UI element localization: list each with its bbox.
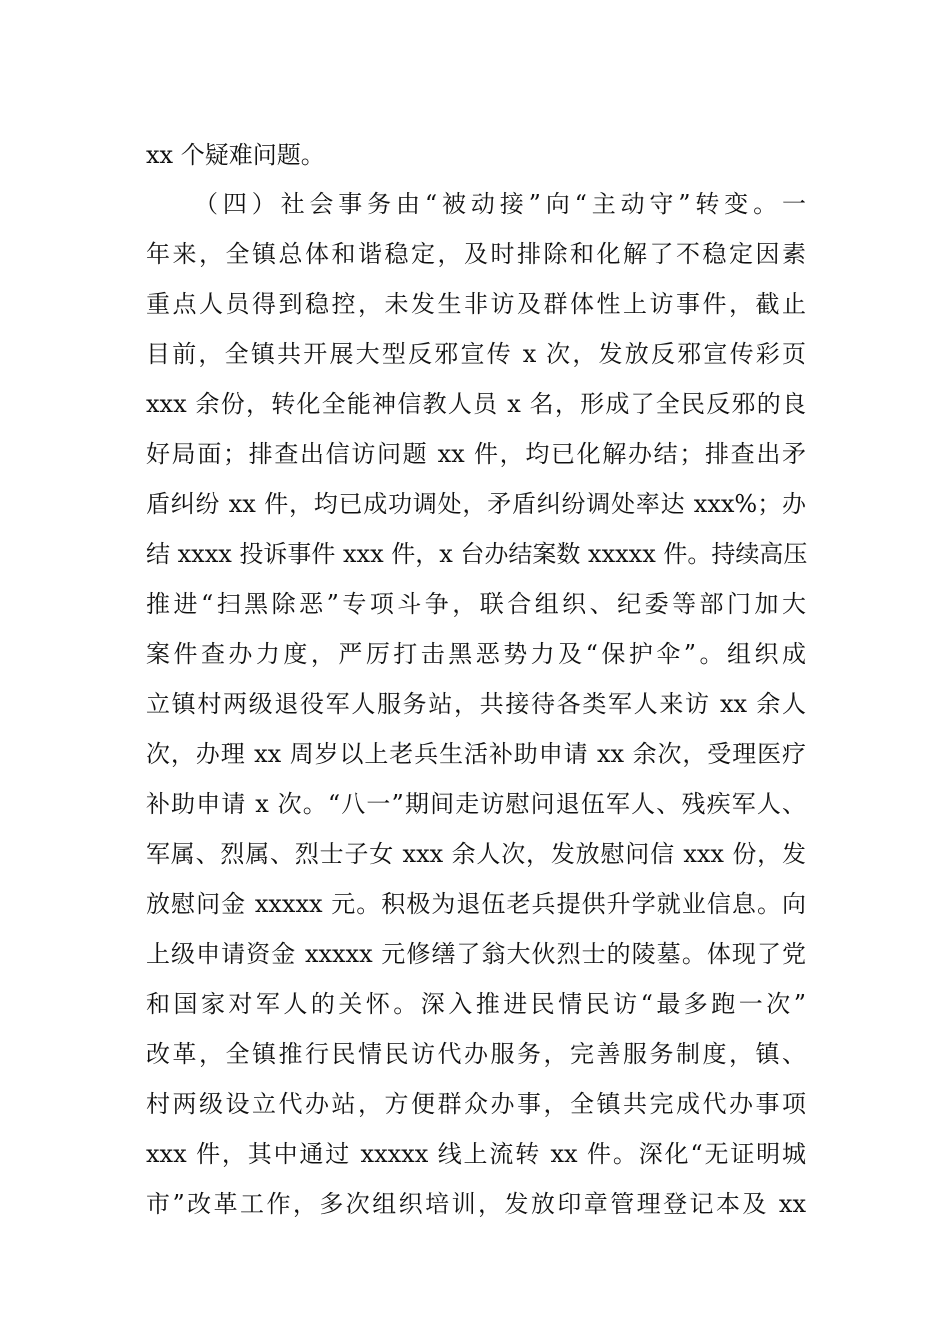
- text-line-13: 次，办理 xx 周岁以上老兵生活补助申请 xx 余次，受理医疗: [146, 740, 806, 768]
- text-line-7: 好局面；排查出信访问题 xx 件，均已化解办结；排查出矛: [146, 440, 806, 468]
- text-line-5: 目前，全镇共开展大型反邪宣传 x 次，发放反邪宣传彩页: [146, 340, 806, 368]
- text-line-17: 上级申请资金 xxxxx 元修缮了翁大伙烈士的陵墓。体现了党: [146, 940, 806, 968]
- text-line-12: 立镇村两级退役军人服务站，共接待各类军人来访 xx 余人: [146, 690, 806, 718]
- text-line-20: 村两级设立代办站，方便群众办事，全镇共完成代办事项: [146, 1090, 806, 1118]
- text-line-19: 改革，全镇推行民情民访代办服务，完善服务制度，镇、: [146, 1040, 806, 1068]
- text-line-18: 和国家对军人的关怀。深入推进民情民访“最多跑一次”: [146, 990, 806, 1018]
- text-line-11: 案件查办力度，严厉打击黑恶势力及“保护伞”。组织成: [146, 640, 806, 668]
- text-line-16: 放慰问金 xxxxx 元。积极为退伍老兵提供升学就业信息。向: [146, 890, 806, 918]
- text-line-8: 盾纠纷 xx 件，均已成功调处，矛盾纠纷调处率达 xxx%；办: [146, 490, 806, 518]
- text-line-1: xx 个疑难问题。: [146, 141, 325, 169]
- text-line-14: 补助申请 x 次。“八一”期间走访慰问退伍军人、残疾军人、: [146, 790, 806, 818]
- text-line-2: （四）社会事务由“被动接”向“主动守”转变。一: [194, 190, 806, 218]
- text-line-6: xxx 余份，转化全能神信教人员 x 名，形成了全民反邪的良: [146, 390, 806, 418]
- text-line-9: 结 xxxx 投诉事件 xxx 件，x 台办结案数 xxxxx 件。持续高压: [146, 540, 808, 568]
- text-line-22: 市”改革工作，多次组织培训，发放印章管理登记本及 xx: [146, 1190, 806, 1218]
- text-line-4: 重点人员得到稳控，未发生非访及群体性上访事件，截止: [146, 290, 806, 318]
- text-line-15: 军属、烈属、烈士子女 xxx 余人次，发放慰问信 xxx 份，发: [146, 840, 806, 868]
- text-line-10: 推进“扫黑除恶”专项斗争，联合组织、纪委等部门加大: [146, 590, 806, 618]
- text-line-21: xxx 件，其中通过 xxxxx 线上流转 xx 件。深化“无证明城: [146, 1140, 806, 1168]
- text-line-3: 年来，全镇总体和谐稳定，及时排除和化解了不稳定因素: [146, 240, 806, 268]
